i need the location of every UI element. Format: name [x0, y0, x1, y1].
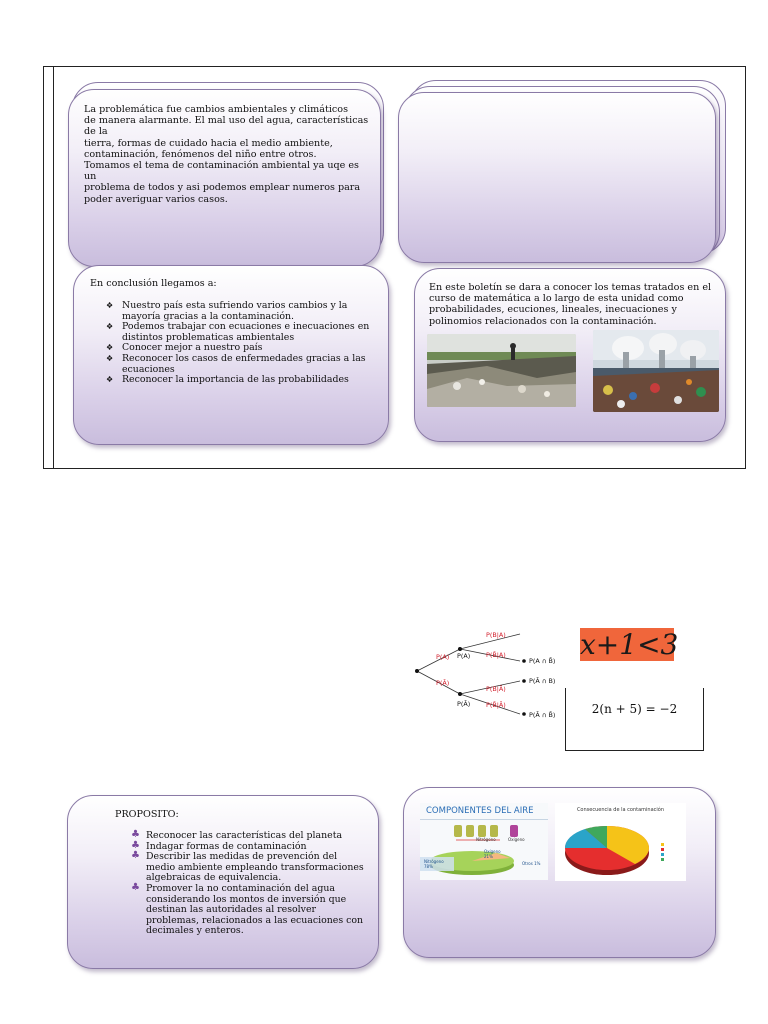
pollution-photo-river	[427, 334, 576, 407]
proposito-item: ♣ Describir las medidas de prevención del medio ambiente empleando transformaciones algebraicas de equivalencia.	[129, 852, 367, 884]
proposito-title: PROPOSITO:	[115, 809, 179, 820]
air-label-nitrogeno: Nitrógeno	[476, 837, 496, 842]
conclusion-item: ❖ Conocer mejor a nuestro país	[106, 343, 371, 354]
air-components-image	[420, 803, 548, 880]
problem-card	[68, 89, 381, 267]
tree-label-pa: P(A)	[436, 653, 450, 661]
air-pct-oxigeno: Oxígeno 21%	[484, 849, 501, 859]
conclusion-item: ❖ Podemos trabajar con ecuaciones e inecuaciones en distintos problematicas ambientales	[106, 322, 371, 343]
tree-result-3: P(Ā ∩ B̄)	[529, 711, 556, 719]
conclusion-item: ❖ Reconocer la importancia de las probabilidades	[106, 375, 371, 386]
problem-line: contaminación, fenómenos del niño entre otros.	[84, 148, 317, 160]
conclusion-card	[73, 265, 389, 445]
conclusion-item: ❖ Nuestro país esta sufriendo varios cambios y la mayoría gracias a la contaminación.	[106, 301, 371, 322]
conclusion-item: ❖ Reconocer los casos de enfermedades gracias a las ecuaciones	[106, 354, 371, 375]
proposito-list	[129, 831, 367, 937]
contamination-pie-image	[555, 803, 686, 881]
probability-tree	[410, 628, 565, 724]
tree-node-pa: P(A)	[457, 652, 471, 660]
conclusion-list	[106, 301, 371, 386]
tree-node-pa-bar: P(Ā)	[457, 700, 471, 708]
problem-line: Tomamos el tema de contaminación ambiental ya uqe es un	[84, 160, 359, 183]
air-pct-otros: Otros 1%	[522, 861, 541, 866]
tree-label-pa-bar: P(Ā)	[436, 679, 450, 687]
air-pct-nitrogeno: Nitrógeno 78%	[424, 859, 444, 869]
air-title: COMPONENTES DEL AIRE	[426, 806, 534, 816]
problem-text	[84, 104, 374, 205]
tree-label-pbbar-a: P(B̄|A)	[486, 651, 506, 659]
boletin-text: En este boletín se dara a conocer los temas tratados en el curso de matemática a lo largo de esta unidad como probabilidades, ecuciones, lineales, inecuaciones y polinomios relacionados con la contaminación.	[429, 282, 712, 327]
proposito-item: ♣ Promover la no contaminación del agua considerando los montos de inversión que destinan las autoridades al resolver problemas, relacionados a las ecuaciones con decimales y enteros.	[129, 884, 367, 937]
problem-line: tierra, formas de cuidado hacia el medio ambiente,	[84, 137, 333, 149]
problem-line: La problemática fue cambios ambientales y climáticos	[84, 104, 348, 115]
pie-title: Consecuencia de la contaminación	[576, 807, 665, 813]
equation-box	[565, 688, 704, 751]
problem-line: problema de todos y asi podemos emplear numeros para	[84, 182, 361, 194]
tree-result-2: P(Ā ∩ B)	[529, 677, 556, 685]
proposito-item: ♣ Reconocer las características del planeta	[129, 831, 367, 842]
problem-line: poder averiguar varios casos.	[84, 193, 228, 205]
pollution-photo-landfill	[593, 330, 719, 412]
empty-card	[398, 92, 716, 263]
air-label-oxigeno: Oxígeno	[508, 837, 525, 842]
tree-label-pbbar-abar: P(B̄|Ā)	[486, 701, 506, 709]
proposito-card	[67, 795, 379, 969]
problem-line: de manera alarmante. El mal uso del agua, características de la	[84, 115, 369, 138]
proposito-item: ♣ Indagar formas de contaminación	[129, 842, 367, 853]
conclusion-title: En conclusión llegamos a:	[90, 278, 217, 289]
tree-result-1: P(A ∩ B̄)	[529, 657, 556, 665]
tree-label-pba-top: P(B|A)	[486, 631, 506, 639]
inequality-label: x+1<3	[580, 628, 679, 661]
equation-text: 2(n + 5) = −2	[591, 702, 678, 716]
frame-margin-line	[53, 66, 54, 469]
tree-label-pb-abar: P(B|Ā)	[486, 685, 506, 693]
